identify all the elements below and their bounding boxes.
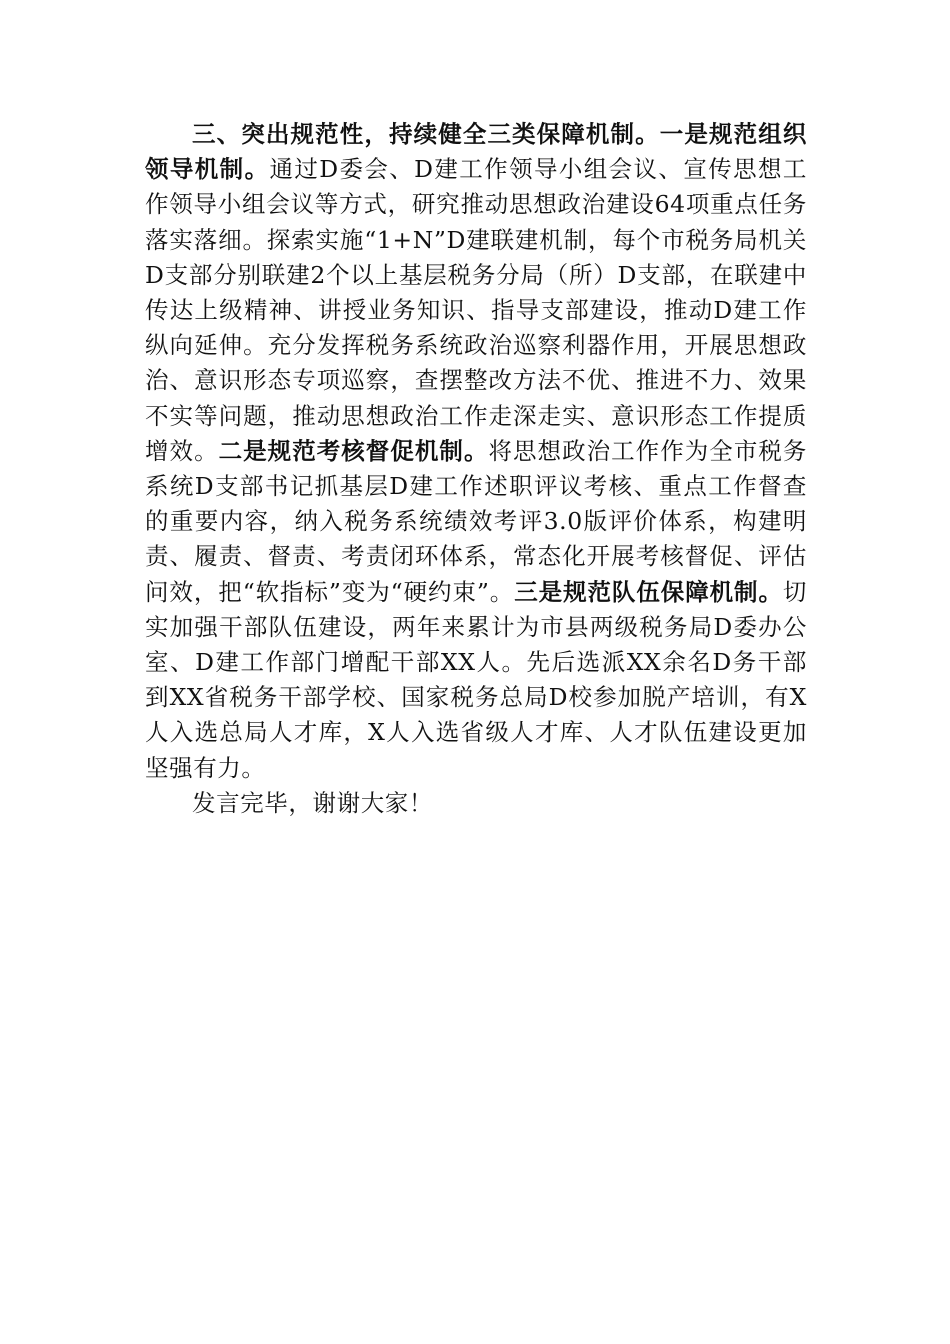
point-three-text: 切实加强干部队伍建设，两年来累计为市县两级税务局D委办公室、D建工作部门增配干部XX人。先后选派XX余名D务干部到XX省税务干部学校、国家税务总局D校参加脱产培训，有X人入选总局人才库，X人入选省级人才库、人才队伍建设更加坚强有力。 <box>145 577 807 782</box>
point-one-text: 通过D委会、D建工作领导小组会议、宣传思想工作领导小组会议等方式，研究推动思想政治建设64项重点任务落实落细。探索实施“1+N”D建联建机制，每个市税务局机关D支部分别联建2个以上基层税务分局（所）D支部，在联建中传达上级精神、讲授业务知识、指导支部建设，推动D建工作纵向延伸。充分发挥税务系统政治巡察利器作用，开展思想政治、意识形态专项巡察，查摆整改方法不优、推进不力、效果不实等问题，推动思想政治工作走深走实、意识形态工作提质增效。 <box>145 155 807 465</box>
paragraph-closing <box>145 786 807 821</box>
closing-remark: 发言完毕，谢谢大家！ <box>192 788 433 817</box>
paragraph-mechanisms <box>145 117 807 786</box>
section-heading: 三、突出规范性，持续健全三类保障机制。 <box>192 120 660 148</box>
point-two-heading: 二是规范考核督促机制。 <box>218 436 489 465</box>
point-one-heading: 一是规范组织领导机制。 <box>145 120 807 184</box>
point-three-heading: 三是规范队伍保障机制。 <box>514 577 783 606</box>
point-two-text: 将思想政治工作作为全市税务系统D支部书记抓基层D建工作述职评议考核、重点工作督查的重要内容，纳入税务系统绩效考评3.0版评价体系，构建明责、履责、督责、考责闭环体系，常态化开展考核督促、评估问效，把“软指标”变为“硬约束”。 <box>145 436 807 606</box>
document-body <box>145 117 807 821</box>
